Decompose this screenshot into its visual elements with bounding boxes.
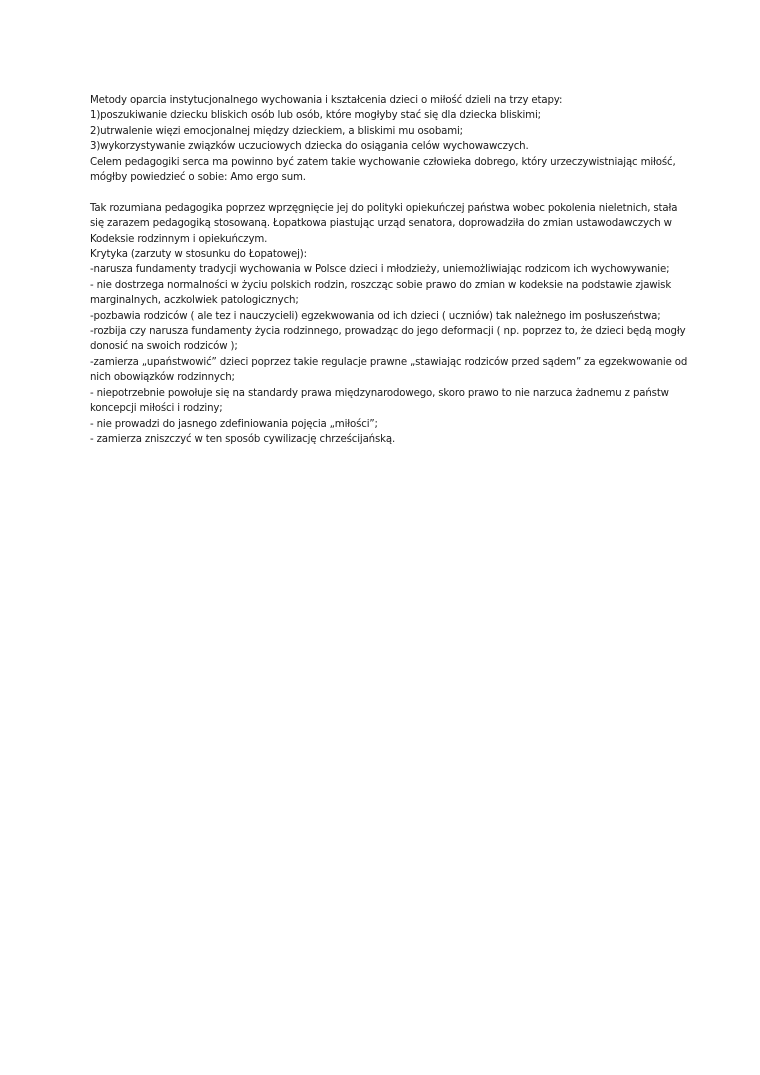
paragraph-gap — [90, 185, 690, 200]
text-line: 2)utrwalenie więzi emocjonalnej między dzieckiem, a bliskimi mu osobami; — [90, 125, 463, 137]
text-line: nich obowiązków rodzinnych; — [90, 372, 235, 384]
document-body — [90, 93, 690, 447]
text-line: -narusza fundamenty tradycji wychowania w Polsce dzieci i młodzieży, uniemożliwiając rodzicom ich wychowywanie; — [90, 264, 670, 276]
text-line: Celem pedagogiki serca ma powinno być zatem takie wychowanie człowieka dobrego, który urzeczywistniając miłość, — [90, 156, 676, 168]
text-line: Tak rozumiana pedagogika poprzez wprzęgnięcie jej do polityki opiekuńczej państwa wobec pokolenia nieletnich, stała — [90, 202, 678, 214]
text-line: - nie prowadzi do jasnego zdefiniowania pojęcia „miłości”; — [90, 418, 378, 430]
paragraph-criticism — [90, 201, 690, 448]
text-line: Krytyka (zarzuty w stosunku do Łopatowej): — [90, 249, 307, 261]
text-line: donosić na swoich rodziców ); — [90, 341, 238, 353]
text-line: Kodeksie rodzinnym i opiekuńczym. — [90, 233, 268, 245]
text-line: -zamierza „upaństwowić” dzieci poprzez takie regulacje prawne „stawiając rodziców przed sądem” za egzekwowanie od — [90, 356, 688, 368]
text-line: marginalnych, aczkolwiek patologicznych; — [90, 295, 299, 307]
text-line: Metody oparcia instytucjonalnego wychowania i kształcenia dzieci o miłość dzieli na trzy etapy: — [90, 95, 563, 106]
text-line: koncepcji miłości i rodziny; — [90, 403, 223, 415]
text-line: - zamierza zniszczyć w ten sposób cywilizację chrześcijańską. — [90, 433, 396, 445]
text-line: - niepotrzebnie powołuje się na standardy prawa międzynarodowego, skoro prawo to nie narzuca żadnemu z państw — [90, 387, 669, 399]
text-line: mógłby powiedzieć o sobie: Amo ergo sum. — [90, 172, 306, 184]
text-line: 3)wykorzystywanie związków uczuciowych dziecka do osiągania celów wychowawczych. — [90, 141, 529, 153]
text-line: -rozbija czy narusza fundamenty życia rodzinnego, prowadząc do jego deformacji ( np. poprzez to, że dzieci będą mogły — [90, 326, 686, 338]
text-line: się zarazem pedagogiką stosowaną. Łopatkowa piastując urząd senatora, doprowadziła do zmian ustawodawczych w — [90, 218, 672, 230]
text-line: - nie dostrzega normalności w życiu polskich rodzin, roszcząc sobie prawo do zmian w kodeksie na podstawie zjawisk — [90, 279, 672, 291]
text-line: -pozbawia rodziców ( ale tez i nauczycieli) egzekwowania od ich dzieci ( uczniów) tak należnego im posłuszeństwa; — [90, 310, 661, 322]
paragraph-methods — [90, 93, 690, 185]
text-line: 1)poszukiwanie dziecku bliskich osób lub osób, które mogłyby stać się dla dziecka bliskimi; — [90, 110, 541, 122]
